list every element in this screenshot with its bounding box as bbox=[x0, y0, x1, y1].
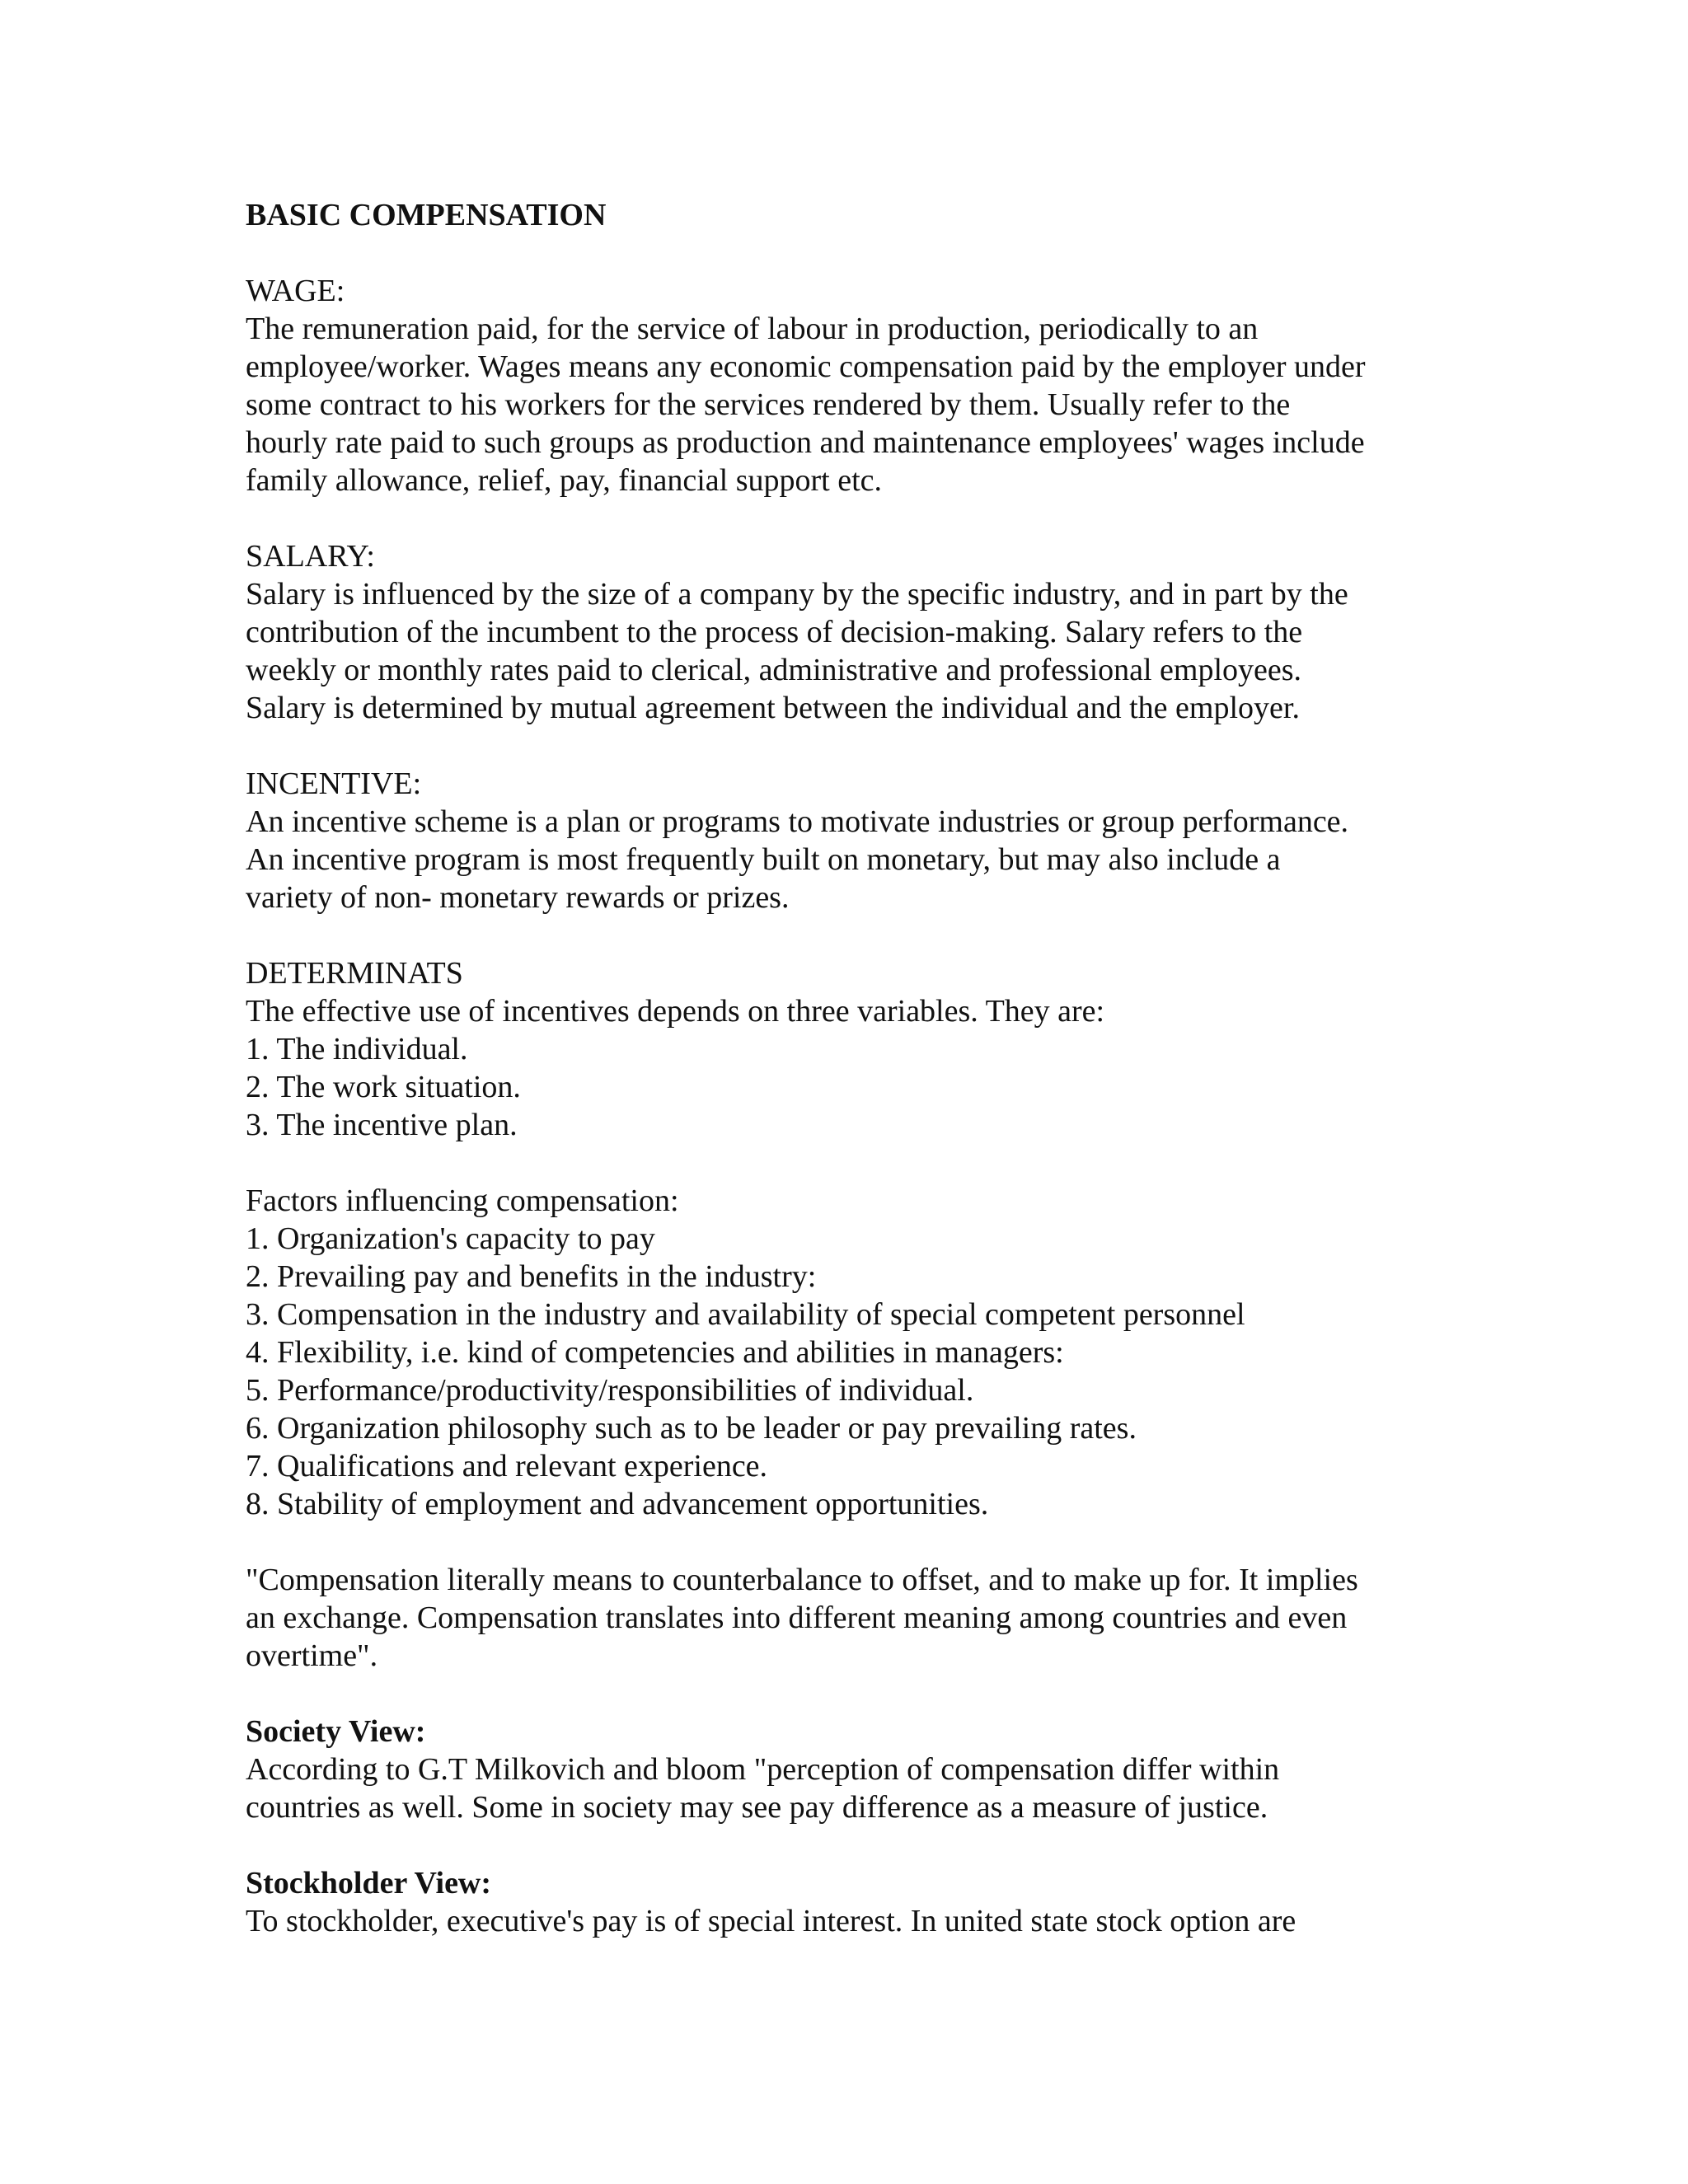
paragraph-line: Salary is influenced by the size of a company by the specific industry, and in part by the bbox=[246, 577, 1348, 612]
spacer bbox=[246, 916, 1482, 954]
paragraph-line: employee/worker. Wages means any economic compensation paid by the employer under bbox=[246, 349, 1366, 384]
section-wage bbox=[246, 272, 1482, 499]
list-item: 1. The individual. bbox=[246, 1032, 468, 1066]
paragraph-line: The effective use of incentives depends on three variables. They are: bbox=[246, 994, 1105, 1029]
list-item: 2. Prevailing pay and benefits in the industry: bbox=[246, 1259, 817, 1294]
list-item: 5. Performance/productivity/responsibilities of individual. bbox=[246, 1373, 974, 1408]
quote-line: overtime". bbox=[246, 1638, 378, 1673]
paragraph-line: To stockholder, executive's pay is of special interest. In united state stock option are bbox=[246, 1904, 1296, 1938]
list-item: 3. Compensation in the industry and availability of special competent personnel bbox=[246, 1297, 1245, 1332]
paragraph-line: variety of non- monetary rewards or prizes. bbox=[246, 880, 790, 915]
paragraph-line: An incentive program is most frequently built on monetary, but may also include a bbox=[246, 842, 1281, 877]
paragraph-line: some contract to his workers for the services rendered by them. Usually refer to the bbox=[246, 387, 1291, 422]
paragraph-line: contribution of the incumbent to the process of decision-making. Salary refers to the bbox=[246, 615, 1303, 649]
paragraph-line: hourly rate paid to such groups as production and maintenance employees' wages include bbox=[246, 425, 1365, 460]
quote-line: an exchange. Compensation translates into different meaning among countries and even bbox=[246, 1601, 1348, 1635]
section-stockholder-view bbox=[246, 1864, 1482, 1940]
document-title: BASIC COMPENSATION bbox=[246, 198, 607, 232]
paragraph-line: weekly or monthly rates paid to clerical, administrative and professional employees. bbox=[246, 653, 1302, 687]
paragraph-line: The remuneration paid, for the service of labour in production, periodically to an bbox=[246, 312, 1259, 346]
section-quote bbox=[246, 1561, 1482, 1675]
section-heading-salary: SALARY: bbox=[246, 539, 375, 574]
section-heading-factors: Factors influencing compensation: bbox=[246, 1183, 679, 1218]
paragraph-line: Salary is determined by mutual agreement between the individual and the employer. bbox=[246, 691, 1300, 725]
spacer bbox=[246, 234, 1482, 272]
list-item: 1. Organization's capacity to pay bbox=[246, 1221, 655, 1256]
section-salary bbox=[246, 537, 1482, 727]
document-page bbox=[246, 196, 1482, 1940]
section-heading-incentive: INCENTIVE: bbox=[246, 766, 422, 801]
list-item: 8. Stability of employment and advancement opportunities. bbox=[246, 1487, 989, 1521]
paragraph-line: According to G.T Milkovich and bloom "perception of compensation differ within bbox=[246, 1752, 1280, 1787]
spacer bbox=[246, 499, 1482, 537]
section-society-view bbox=[246, 1713, 1482, 1826]
list-item: 6. Organization philosophy such as to be leader or pay prevailing rates. bbox=[246, 1411, 1137, 1446]
section-heading-determinats: DETERMINATS bbox=[246, 956, 463, 991]
quote-line: "Compensation literally means to counterbalance to offset, and to make up for. It implies bbox=[246, 1563, 1358, 1597]
section-heading-wage: WAGE: bbox=[246, 274, 345, 308]
paragraph-line: family allowance, relief, pay, financial support etc. bbox=[246, 463, 882, 498]
list-item: 4. Flexibility, i.e. kind of competencies and abilities in managers: bbox=[246, 1335, 1064, 1370]
spacer bbox=[246, 1523, 1482, 1561]
list-item: 3. The incentive plan. bbox=[246, 1108, 518, 1142]
section-factors bbox=[246, 1182, 1482, 1523]
spacer bbox=[246, 1144, 1482, 1182]
section-heading-stockholder-view: Stockholder View: bbox=[246, 1866, 492, 1900]
section-incentive bbox=[246, 765, 1482, 916]
section-heading-society-view: Society View: bbox=[246, 1714, 426, 1749]
spacer bbox=[246, 1675, 1482, 1713]
paragraph-line: countries as well. Some in society may see pay difference as a measure of justice. bbox=[246, 1790, 1268, 1825]
paragraph-line: An incentive scheme is a plan or programs to motivate industries or group performance. bbox=[246, 804, 1349, 839]
list-item: 2. The work situation. bbox=[246, 1070, 521, 1104]
spacer bbox=[246, 1826, 1482, 1864]
spacer bbox=[246, 727, 1482, 765]
list-item: 7. Qualifications and relevant experience. bbox=[246, 1449, 768, 1483]
section-determinats bbox=[246, 954, 1482, 1144]
